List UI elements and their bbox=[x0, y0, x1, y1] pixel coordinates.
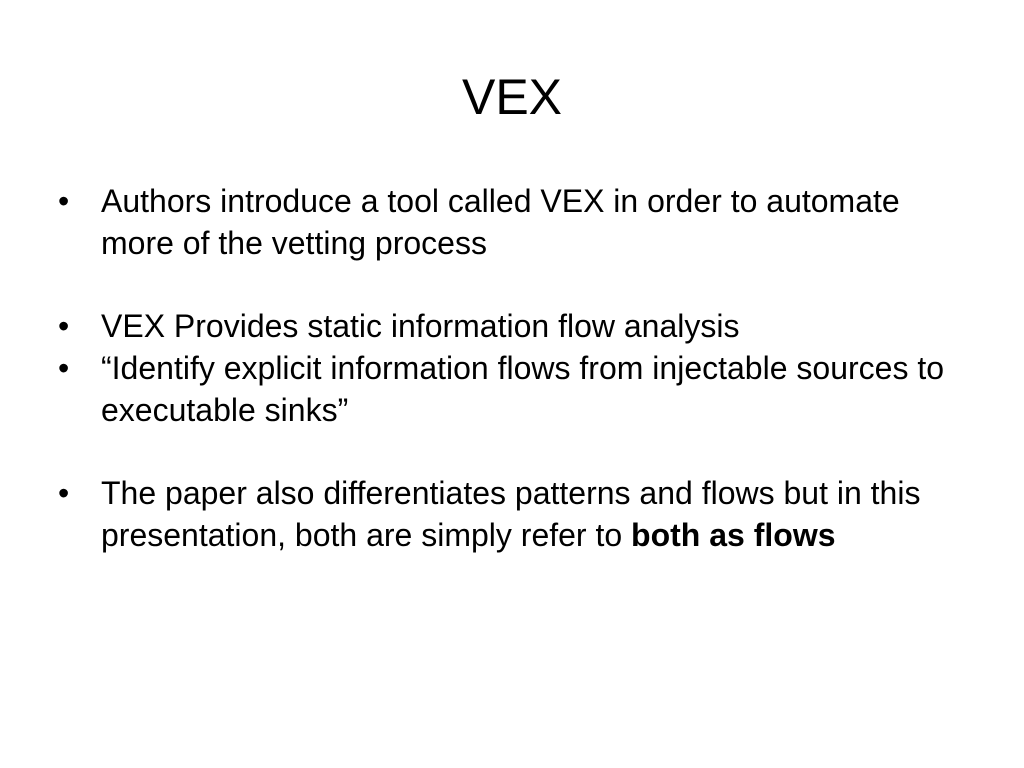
bullet-text: The paper also differentiates patterns and flows but in this presentation, both are simply refer to bbox=[101, 475, 921, 553]
bullet-text: Authors introduce a tool called VEX in order to automate more of the vetting process bbox=[101, 183, 900, 261]
bullet-item-3 bbox=[58, 347, 958, 431]
bullet-icon: • bbox=[58, 350, 70, 386]
bullet-item-1 bbox=[58, 180, 958, 264]
slide-title: VEX bbox=[461, 69, 563, 125]
bullet-item-4 bbox=[58, 472, 958, 556]
bullet-icon: • bbox=[58, 183, 70, 219]
bullet-list bbox=[58, 180, 958, 556]
bullet-bold-text: both as flows bbox=[631, 517, 836, 553]
bullet-text: “Identify explicit information flows from injectable sources to executable sinks” bbox=[101, 350, 945, 428]
bullet-item-2 bbox=[58, 305, 958, 347]
bullet-icon: • bbox=[58, 308, 70, 344]
bullet-icon: • bbox=[58, 475, 70, 511]
bullet-text: VEX Provides static information flow analysis bbox=[101, 308, 740, 344]
